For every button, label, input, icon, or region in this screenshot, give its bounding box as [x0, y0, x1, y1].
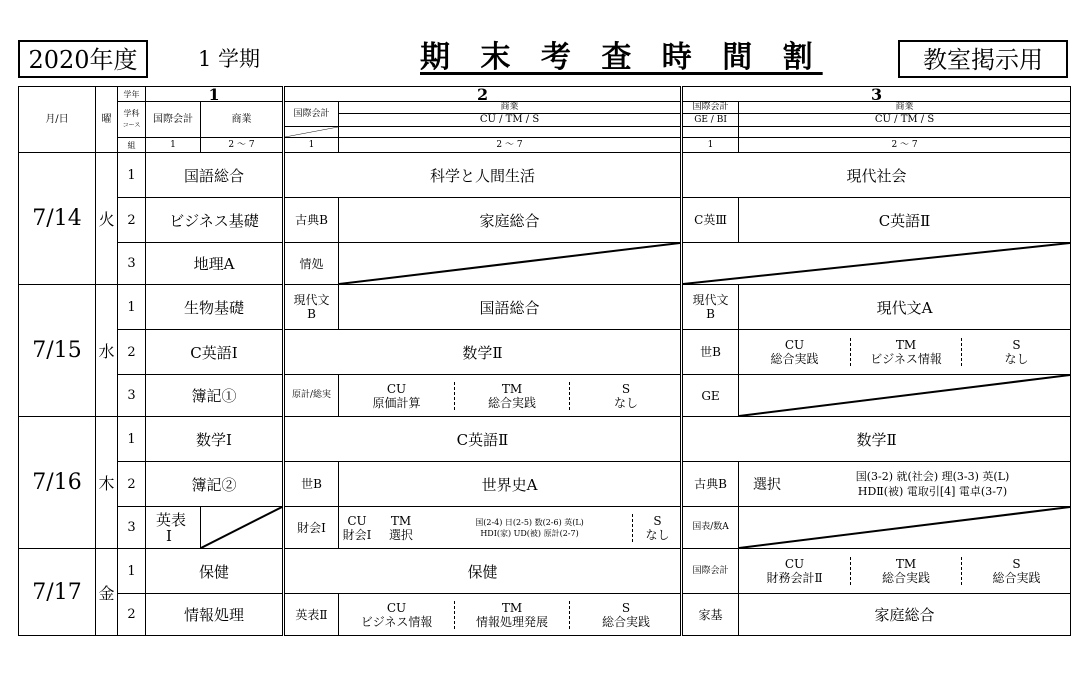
- period-cell: 1: [118, 549, 146, 594]
- g3-kokusai-subject: GE: [682, 375, 739, 417]
- course-subject: 総合実践: [882, 571, 931, 585]
- period-cell: 3: [118, 243, 146, 285]
- g2-subject: 数学Ⅱ: [284, 330, 682, 375]
- g3-class-shogyo: 2 ～ 7: [739, 138, 1071, 153]
- course-cu: [739, 557, 850, 585]
- course-s: [569, 601, 682, 629]
- col-day-header: 曜: [96, 87, 118, 153]
- year-label: 2020年度: [18, 40, 148, 78]
- table-row: [19, 417, 1071, 462]
- table-row: [19, 375, 1071, 417]
- g2-kokusai-subject: 世B: [284, 462, 339, 507]
- course-tm: [454, 601, 569, 629]
- g2-shogyo-head: [339, 102, 682, 127]
- course-tm: [850, 338, 961, 366]
- posting-label: 教室掲示用: [898, 40, 1068, 78]
- g1-subject: 簿記①: [146, 375, 284, 417]
- g3-kokusai-subject: 古典B: [682, 462, 739, 507]
- g2-kokusai-subject: 情処: [284, 243, 339, 285]
- g3-kokusai-subject: 家基: [682, 594, 739, 636]
- course-name: CU: [386, 600, 407, 615]
- g2-kokusai-subject: 英表Ⅱ: [284, 594, 339, 636]
- period-cell: 3: [118, 375, 146, 417]
- g2-course-split: [339, 375, 682, 417]
- grade-2-header: 2: [284, 87, 682, 102]
- g3-empty-cell: [682, 243, 1071, 285]
- subject-line: B: [307, 307, 316, 321]
- subject-line: B: [706, 307, 715, 321]
- g3-kokusai-subject: 国際会計: [682, 549, 739, 594]
- g3-shogyo-subject: 家庭総合: [739, 594, 1071, 636]
- g2-shogyo-subject: 国語総合: [339, 285, 682, 330]
- grade-3-header: 3: [682, 87, 1071, 102]
- subject-line: 現代文: [692, 293, 729, 307]
- course-cu: [339, 514, 375, 542]
- g3-shogyo-head: [739, 102, 1071, 127]
- g1-subject: ビジネス基礎: [146, 198, 284, 243]
- course-tm: [850, 557, 961, 585]
- col-date-header: 月/日: [19, 87, 96, 153]
- g3-kokusai-subject: 国表/数A: [682, 507, 739, 549]
- g1-class-shogyo: 2 ～ 7: [201, 138, 284, 153]
- day-cell: 水: [96, 285, 118, 417]
- course-name: CU: [347, 513, 367, 528]
- date-cell: 7/16: [19, 417, 96, 549]
- g3-shogyo: 商業: [739, 102, 1070, 114]
- course-name: S: [621, 381, 631, 396]
- course-cu: [739, 338, 850, 366]
- subject-line: Ⅰ: [166, 526, 172, 545]
- g1-subject: 地理A: [146, 243, 284, 285]
- g3-course-spacer: [739, 127, 1071, 138]
- g1-subject: 数学Ⅰ: [146, 417, 284, 462]
- course-s: [961, 338, 1071, 366]
- course-name: S: [621, 600, 631, 615]
- g2-subject: C英語Ⅱ: [284, 417, 682, 462]
- subject-line: 現代文: [293, 293, 330, 307]
- g2-kokusai-course-blank: [284, 127, 339, 138]
- table-row: [19, 330, 1071, 375]
- date-cell: 7/15: [19, 285, 96, 417]
- diagonal-line: [339, 243, 680, 284]
- g3-shogyo-subject: C英語Ⅱ: [739, 198, 1071, 243]
- g3-kokusai-spacer: [682, 127, 739, 138]
- date-cell: 7/17: [19, 549, 96, 636]
- g3-shogyo-subject: 現代文A: [739, 285, 1071, 330]
- course-name: S: [653, 513, 662, 528]
- g3-kokusai-subject: C英Ⅲ: [682, 198, 739, 243]
- g1-subject: C英語Ⅰ: [146, 330, 284, 375]
- day-cell: 木: [96, 417, 118, 549]
- g2-shogyo-subject: 世界史A: [339, 462, 682, 507]
- g3-course-split: [739, 549, 1071, 594]
- g2-kokusai-subject: [284, 285, 339, 330]
- g2-kokusai-subject: 古典B: [284, 198, 339, 243]
- course-subject: 選択: [389, 527, 414, 542]
- table-row: [19, 549, 1071, 594]
- day-cell: 金: [96, 549, 118, 636]
- table-row: [19, 507, 1071, 549]
- g3-subject: 数学Ⅱ: [682, 417, 1071, 462]
- period-cell: 2: [118, 594, 146, 636]
- g2-class-kokusai: 1: [284, 138, 339, 153]
- g2-shogyo-subject: 家庭総合: [339, 198, 682, 243]
- g3-kokusai-course: GE / BI: [694, 115, 727, 125]
- course-subject: ビジネス情報: [360, 614, 433, 629]
- course-name: TM: [895, 557, 917, 571]
- table-row: [19, 243, 1071, 285]
- g3-elective-cell: [739, 462, 1071, 507]
- g3-course: CU / TM / S: [874, 114, 935, 125]
- course-label: コース: [122, 122, 141, 129]
- course-subject: 総合実践: [602, 614, 651, 629]
- course-tm: [375, 514, 427, 542]
- course-subject: なし: [614, 395, 639, 410]
- course-s: [569, 382, 682, 410]
- dept-label: 学科: [123, 109, 140, 118]
- diagonal-line: [739, 507, 1070, 548]
- diagonal-line: [285, 127, 338, 137]
- g1-kokusai: 国際会計: [146, 102, 201, 138]
- course-subject: 総合実践: [992, 571, 1041, 585]
- term-label: 1 学期: [198, 47, 261, 71]
- subject-line: 英表: [156, 510, 187, 529]
- date-cell: 7/14: [19, 153, 96, 285]
- g1-subject: 情報処理: [146, 594, 284, 636]
- g3-class-kokusai: 1: [682, 138, 739, 153]
- class-label: 組: [118, 138, 146, 153]
- table-row: [19, 462, 1071, 507]
- course-name: TM: [390, 513, 412, 528]
- g2-kokusai: 国際会計: [284, 102, 339, 127]
- course-name: CU: [386, 381, 407, 396]
- g1-subject: 生物基礎: [146, 285, 284, 330]
- table-row: [19, 153, 1071, 198]
- course-name: CU: [784, 338, 805, 352]
- course-subject: 財会Ⅰ: [342, 527, 372, 542]
- course-subject: なし: [1004, 352, 1029, 366]
- grade-label: 学年: [118, 87, 146, 102]
- g3-kokusai-subject: [682, 285, 739, 330]
- course-cu: [339, 601, 454, 629]
- elective-line: 国(3-2) 就(社会) 理(3-3) 英(L): [855, 470, 1010, 483]
- period-cell: 1: [118, 285, 146, 330]
- g2-course-split: [339, 594, 682, 636]
- elective-list: [795, 469, 1070, 499]
- diagonal-line: [683, 243, 1070, 284]
- course-subject: 情報処理発展: [476, 614, 549, 629]
- course-name: CU: [784, 557, 805, 571]
- g1-subject: 簿記②: [146, 462, 284, 507]
- g3-kokusai-subject: 世B: [682, 330, 739, 375]
- course-name: S: [1012, 557, 1021, 571]
- exam-timetable: [18, 86, 1071, 636]
- page-title: 期 末 考 査 時 間 割: [420, 40, 823, 75]
- elective-line: 国(2-4) 日(2-5) 数(2-6) 英(L): [475, 517, 584, 527]
- g1-subject: 国語総合: [146, 153, 284, 198]
- g2-kokusai-subject: 原計/総実: [284, 375, 339, 417]
- elective-label: 選択: [753, 477, 782, 493]
- course-name: S: [1012, 338, 1021, 352]
- course-subject: 財務会計Ⅱ: [766, 571, 823, 585]
- g3-empty-cell: [739, 375, 1071, 417]
- course-tm: [454, 382, 569, 410]
- g2-kokusai-subject: 財会Ⅰ: [284, 507, 339, 549]
- day-cell: 火: [96, 153, 118, 285]
- g2-course-spacer: [339, 127, 682, 138]
- course-subject: 総合実践: [488, 395, 537, 410]
- g2-empty-cell: [339, 243, 682, 285]
- period-cell: 2: [118, 462, 146, 507]
- dept-course-label: [118, 102, 146, 138]
- course-subject: ビジネス情報: [870, 352, 942, 366]
- g3-subject: 現代社会: [682, 153, 1071, 198]
- period-cell: 2: [118, 330, 146, 375]
- course-s: [632, 514, 682, 542]
- period-cell: 3: [118, 507, 146, 549]
- g2-shogyo: 商業: [339, 102, 680, 114]
- g3-kokusai: 国際会計: [683, 102, 738, 114]
- g2-class-shogyo: 2 ～ 7: [339, 138, 682, 153]
- period-cell: 2: [118, 198, 146, 243]
- course-subject: なし: [645, 527, 670, 542]
- course-s: [961, 557, 1071, 585]
- table-row: [19, 594, 1071, 636]
- course-name: TM: [501, 600, 523, 615]
- g2-course-split: [339, 507, 682, 549]
- course-cu: [339, 382, 454, 410]
- g2-course: CU / TM / S: [479, 114, 540, 125]
- period-cell: 1: [118, 153, 146, 198]
- table-row: [19, 198, 1071, 243]
- g1-empty-cell: [201, 507, 284, 549]
- course-subject: 原価計算: [372, 395, 421, 410]
- elective-line: HDⅠ(家) UD(被) 原計(2-7): [480, 528, 579, 538]
- course-subject: 総合実践: [770, 352, 819, 366]
- g1-shogyo: 商業: [201, 102, 284, 138]
- g2-subject: 保健: [284, 549, 682, 594]
- g3-empty-cell: [739, 507, 1071, 549]
- diagonal-line: [201, 507, 282, 548]
- g2-subject: 科学と人間生活: [284, 153, 682, 198]
- course-name: TM: [895, 338, 917, 352]
- course-name: TM: [501, 381, 523, 396]
- period-cell: 1: [118, 417, 146, 462]
- g1-kokusai-subject: [146, 507, 201, 549]
- diagonal-line: [739, 375, 1070, 416]
- course-tm-electives: [427, 514, 632, 542]
- g3-course-split: [739, 330, 1071, 375]
- g1-subject: 保健: [146, 549, 284, 594]
- g3-kokusai-head: [682, 102, 739, 127]
- g1-class-kokusai: 1: [146, 138, 201, 153]
- elective-line: HDⅡ(被) 電取引[4] 電卓(3-7): [857, 485, 1008, 498]
- table-row: [19, 285, 1071, 330]
- grade-1-header: 1: [146, 87, 284, 102]
